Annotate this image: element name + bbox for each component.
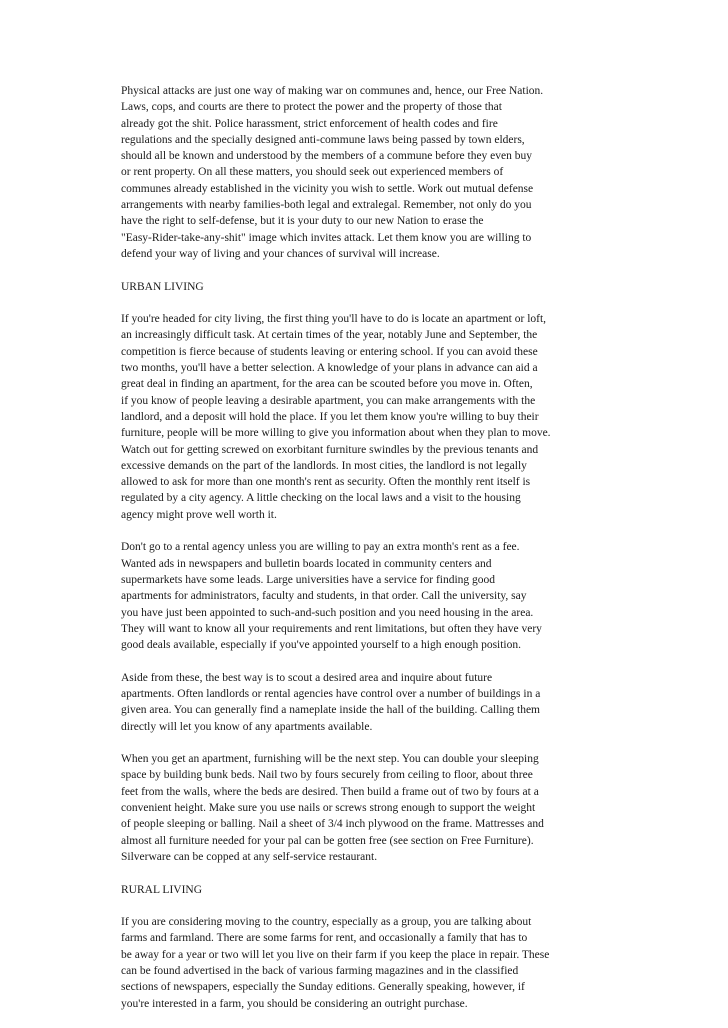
text-line: great deal in finding an apartment, for the area can be scouted before you move in. Often,: [121, 378, 533, 391]
text-line: When you get an apartment, furnishing will be the next step. You can double your sleeping: [121, 753, 539, 766]
text-line: farms and farmland. There are some farms for rent, and occasionally a family that has to: [121, 932, 528, 945]
text-line: Watch out for getting screwed on exorbitant furniture swindles by the previous tenants and: [121, 443, 539, 456]
text-line: be away for a year or two will let you live on their farm if you keep the place in repair. These: [121, 948, 550, 961]
text-line: Physical attacks are just one way of making war on communes and, hence, our Free Nation.: [121, 85, 544, 97]
text-line: sections of newspapers, especially the Sunday editions. Generally speaking, however, if: [121, 981, 525, 994]
text-line: can be found advertised in the back of various farming magazines and in the classified: [121, 965, 519, 978]
text-line: allowed to ask for more than one month's rent as security. Often the monthly rent itself is: [121, 476, 531, 489]
rural-living-heading: RURAL LIVING: [121, 883, 203, 896]
text-line: given area. You can generally find a nameplate inside the hall of the building. Calling them: [121, 704, 540, 717]
text-line: feet from the walls, where the beds are desired. Then build a frame out of two by fours at a: [121, 785, 539, 798]
text-line: regulations and the specially designed anti-commune laws being passed by town elders,: [121, 133, 525, 146]
rural-paragraph-1: [121, 914, 573, 1012]
text-line: or rent property. On all these matters, you should seek out experienced members of: [121, 166, 504, 179]
text-line: They will want to know all your requirements and rent limitations, but often they have very: [121, 622, 542, 635]
text-line: almost all furniture needed for your pal can be gotten free (see section on Free Furniture).: [121, 834, 534, 847]
document-page: [121, 83, 573, 1028]
text-line: space by building bunk beds. Nail two by fours securely from ceiling to floor, about three: [121, 769, 533, 782]
text-line: of people sleeping or balling. Nail a sheet of 3/4 inch plywood on the frame. Mattresses and: [121, 818, 544, 831]
text-line: furniture, people will be more willing to give you information about when they plan to move.: [121, 427, 551, 440]
text-line: "Easy-Rider-take-any-shit" image which invites attack. Let them know you are willing to: [121, 231, 532, 244]
text-line: should all be known and understood by the members of a commune before they even buy: [121, 150, 533, 163]
text-line: apartments for administrators, faculty and students, in that order. Call the university, say: [121, 590, 527, 603]
urban-paragraph-1: [121, 311, 573, 523]
urban-paragraph-2: [121, 539, 573, 653]
text-line: two months, you'll have a better selection. A knowledge of your plans in advance can aid a: [121, 362, 538, 375]
text-line: good deals available, especially if you've appointed yourself to a high enough position.: [121, 639, 522, 652]
text-line: an increasingly difficult task. At certain times of the year, notably June and September, the: [121, 329, 538, 342]
urban-paragraph-4: [121, 751, 573, 865]
text-line: communes already established in the vicinity you wish to settle. Work out mutual defense: [121, 182, 534, 195]
text-line: If you are considering moving to the country, especially as a group, you are talking about: [121, 916, 532, 929]
text-line: apartments. Often landlords or rental agencies have control over a number of buildings in a: [121, 687, 541, 700]
text-line: directly will let you know of any apartments available.: [121, 720, 373, 733]
text-line: competition is fierce because of students leaving or entering school. If you can avoid these: [121, 345, 538, 358]
text-line: landlord, and a deposit will hold the place. If you let them know you're willing to buy their: [121, 410, 539, 423]
text-line: you have just been appointed to such-and-such position and you need housing in the area.: [121, 606, 534, 619]
urban-paragraph-3: [121, 670, 573, 735]
text-line: regulated by a city agency. A little checking on the local laws and a visit to the housing: [121, 492, 521, 505]
text-line: Silverware can be copped at any self-service restaurant.: [121, 850, 378, 863]
text-line: convenient height. Make sure you use nails or screws strong enough to support the weight: [121, 802, 536, 815]
text-line: defend your way of living and your chances of survival will increase.: [121, 247, 440, 260]
text-line: Don't go to a rental agency unless you are willing to pay an extra month's rent as a fee.: [121, 541, 520, 554]
text-line: have the right to self-defense, but it is your duty to our new Nation to erase the: [121, 215, 484, 228]
text-line: Aside from these, the best way is to scout a desired area and inquire about future: [121, 671, 493, 684]
text-line: Laws, cops, and courts are there to protect the power and the property of those that: [121, 101, 502, 114]
text-line: if you know of people leaving a desirable apartment, you can make arrangements with the: [121, 394, 536, 407]
text-line: Wanted ads in newspapers and bulletin boards located in community centers and: [121, 557, 492, 570]
urban-living-heading: URBAN LIVING: [121, 280, 204, 293]
text-line: If you're headed for city living, the first thing you'll have to do is locate an apartment or loft,: [121, 313, 547, 326]
text-line: excessive demands on the part of the landlords. In most cities, the landlord is not legally: [121, 459, 527, 472]
text-line: arrangements with nearby families-both legal and extralegal. Remember, not only do you: [121, 199, 532, 212]
intro-paragraph: [121, 83, 573, 262]
text-line: supermarkets have some leads. Large universities have a service for finding good: [121, 573, 496, 586]
text-line: already got the shit. Police harassment, strict enforcement of health codes and fire: [121, 117, 498, 130]
text-line: agency might prove well worth it.: [121, 508, 277, 521]
text-line: you're interested in a farm, you should be considering an outright purchase.: [121, 997, 468, 1010]
